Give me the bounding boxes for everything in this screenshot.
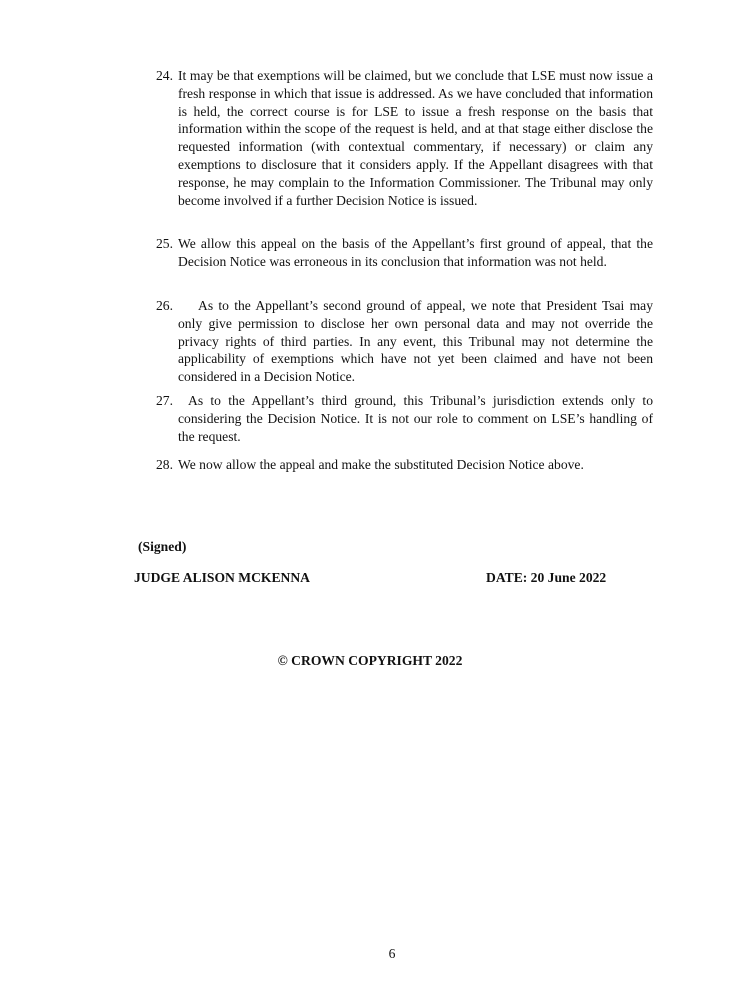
paragraph-25 bbox=[156, 235, 653, 271]
paragraph-number: 27. bbox=[156, 393, 173, 408]
paragraph-number: 28. bbox=[156, 457, 173, 472]
page-number: 6 bbox=[388, 946, 396, 961]
decision-date: DATE: 20 June 2022 bbox=[486, 570, 607, 585]
paragraph-text: As to the Appellant’s third ground, this Tribunal’s jurisdiction extends only to considering the Decision Notice. It is not our role to comment on LSE’s handling of the request. bbox=[178, 393, 653, 444]
paragraph-number: 25. bbox=[156, 236, 173, 251]
paragraph-text: We allow this appeal on the basis of the Appellant’s first ground of appeal, that the Decision Notice was erroneous in its conclusion that information was not held. bbox=[178, 236, 653, 269]
paragraph-text: We now allow the appeal and make the substituted Decision Notice above. bbox=[178, 457, 584, 472]
judge-name: JUDGE ALISON MCKENNA bbox=[134, 570, 310, 585]
paragraph-27 bbox=[156, 392, 653, 445]
signed-label: (Signed) bbox=[138, 539, 187, 554]
paragraph-text: It may be that exemptions will be claimed, but we conclude that LSE must now issue a fresh response in which that issue is addressed. As we have concluded that information is held, the correct course is for LSE to issue a fresh response on the basis that information within the scope of the request is held, and at that stage either disclose the requested information (with contextual commentary, if necessary) or claim any exemptions to disclosure that it considers apply. If the Appellant disagrees with that response, he may complain to the Information Commissioner. The Tribunal may only become involved if a further Decision Notice is issued. bbox=[178, 68, 653, 208]
copyright-notice: © CROWN COPYRIGHT 2022 bbox=[277, 653, 463, 668]
paragraph-24 bbox=[156, 67, 653, 209]
paragraph-26 bbox=[156, 297, 653, 386]
paragraph-text: As to the Appellant’s second ground of appeal, we note that President Tsai may only give permission to disclose her own personal data and may not override the privacy rights of third parties. In any event, this Tribunal may not determine the applicability of exemptions which have not yet been claimed and have not been considered in a Decision Notice. bbox=[178, 298, 653, 385]
paragraph-28 bbox=[156, 456, 653, 474]
paragraph-number: 24. bbox=[156, 68, 173, 83]
paragraph-number: 26. bbox=[156, 298, 173, 313]
